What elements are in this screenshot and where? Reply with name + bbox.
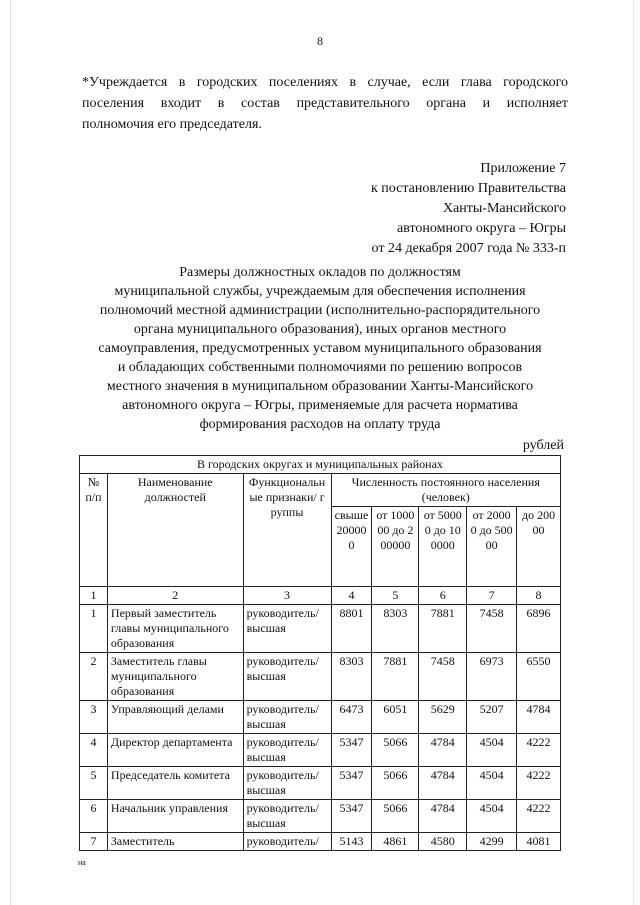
table-numbering-row bbox=[80, 587, 561, 605]
row-value: 4299 bbox=[467, 833, 517, 851]
row-func: руководитель/ высшая bbox=[243, 701, 331, 734]
row-name: Управляющий делами bbox=[107, 701, 243, 734]
row-func: руководитель/ bbox=[243, 833, 331, 851]
subcol-header: от 20000 до 50000 bbox=[467, 507, 517, 587]
row-value: 4081 bbox=[517, 833, 561, 851]
row-value: 5629 bbox=[419, 701, 467, 734]
row-value: 8801 bbox=[331, 605, 372, 653]
row-no: 3 bbox=[80, 701, 108, 734]
row-value: 4784 bbox=[517, 701, 561, 734]
subcol-header: от 50000 до 100000 bbox=[419, 507, 467, 587]
scan-edge-left bbox=[10, 0, 11, 905]
col-number: 8 bbox=[517, 587, 561, 605]
col-number: 4 bbox=[331, 587, 372, 605]
row-value: 8303 bbox=[331, 653, 372, 701]
table-row bbox=[80, 833, 561, 851]
row-value: 4222 bbox=[517, 767, 561, 800]
col-number: 6 bbox=[419, 587, 467, 605]
row-value: 7458 bbox=[419, 653, 467, 701]
appendix-line: Приложение 7 bbox=[480, 161, 566, 176]
col-number: 7 bbox=[467, 587, 517, 605]
table-row bbox=[80, 767, 561, 800]
scan-edge-right bbox=[633, 0, 634, 905]
footnote bbox=[82, 72, 568, 135]
row-no: 5 bbox=[80, 767, 108, 800]
row-value: 4580 bbox=[419, 833, 467, 851]
row-value: 4504 bbox=[467, 767, 517, 800]
row-value: 5066 bbox=[372, 767, 419, 800]
row-value: 5207 bbox=[467, 701, 517, 734]
row-no: 4 bbox=[80, 734, 108, 767]
col-header-func: Функциональные признаки/ группы bbox=[243, 474, 331, 587]
col-number: 5 bbox=[372, 587, 419, 605]
table-row bbox=[80, 701, 561, 734]
page-number: 8 bbox=[317, 34, 323, 48]
appendix-line: к постановлению Правительства bbox=[370, 181, 566, 196]
appendix-line: от 24 декабря 2007 года № 333-п bbox=[371, 241, 566, 256]
row-value: 4861 bbox=[372, 833, 419, 851]
row-no: 7 bbox=[80, 833, 108, 851]
row-value: 4784 bbox=[419, 800, 467, 833]
appendix-header bbox=[371, 159, 566, 259]
table-header-row bbox=[80, 474, 561, 507]
row-value: 5347 bbox=[331, 767, 372, 800]
row-value: 5347 bbox=[331, 734, 372, 767]
row-value: 6550 bbox=[517, 653, 561, 701]
title-line: органа муниципального образования), иных органов местного bbox=[133, 322, 507, 337]
col-number: 3 bbox=[243, 587, 331, 605]
row-value: 4222 bbox=[517, 800, 561, 833]
col-header-name: Наименование должностей bbox=[107, 474, 243, 587]
row-value: 5066 bbox=[372, 800, 419, 833]
title-line: формирования расходов на оплату труда bbox=[199, 417, 441, 432]
row-name: Заместитель bbox=[107, 833, 243, 851]
row-func: руководитель/ высшая bbox=[243, 605, 331, 653]
footnote-line: полномочия его председателя. bbox=[82, 117, 262, 132]
title-line: Размеры должностных окладов по должностям bbox=[179, 265, 461, 280]
row-value: 4504 bbox=[467, 800, 517, 833]
row-value: 7881 bbox=[419, 605, 467, 653]
table-row bbox=[80, 653, 561, 701]
col-number: 2 bbox=[107, 587, 243, 605]
row-no: 2 bbox=[80, 653, 108, 701]
row-value: 7881 bbox=[372, 653, 419, 701]
subcol-header: свыше 200000 bbox=[331, 507, 372, 587]
row-name: Председатель комитета bbox=[107, 767, 243, 800]
row-func: руководитель/ высшая bbox=[243, 767, 331, 800]
footnote-line: *Учреждается в городских поселениях в случае, если глава городского bbox=[82, 75, 568, 90]
row-value: 7458 bbox=[467, 605, 517, 653]
salary-table bbox=[79, 455, 561, 851]
title-line: автономного округа – Югры, применяемые для расчета норматива bbox=[122, 398, 518, 413]
row-func: руководитель/ высшая bbox=[243, 800, 331, 833]
subcol-header: до 20000 bbox=[517, 507, 561, 587]
table-row bbox=[80, 734, 561, 767]
title-line: и обладающих собственными полномочиями по решению вопросов bbox=[117, 360, 523, 375]
appendix-line: Ханты-Мансийского bbox=[442, 201, 566, 216]
row-name: Начальник управления bbox=[107, 800, 243, 833]
row-func: руководитель/ высшая bbox=[243, 653, 331, 701]
row-value: 5347 bbox=[331, 800, 372, 833]
currency-unit: рублей bbox=[522, 438, 564, 453]
row-name: Заместитель главы муниципального образования bbox=[107, 653, 243, 701]
footnote-line: поселения входит в состав представительного органа и исполняет bbox=[82, 96, 568, 111]
title-line: самоуправления, предусмотренных уставом муниципального образования bbox=[98, 341, 542, 356]
row-name: Директор департамента bbox=[107, 734, 243, 767]
row-value: 4504 bbox=[467, 734, 517, 767]
col-number: 1 bbox=[80, 587, 108, 605]
row-no: 6 bbox=[80, 800, 108, 833]
row-name: Первый заместитель главы муниципального образования bbox=[107, 605, 243, 653]
row-value: 6896 bbox=[517, 605, 561, 653]
subcol-header: от 100000 до 200000 bbox=[372, 507, 419, 587]
title-line: местного значения в муниципальном образовании Ханты-Мансийского bbox=[106, 379, 534, 394]
row-value: 5143 bbox=[331, 833, 372, 851]
row-value: 6973 bbox=[467, 653, 517, 701]
scan-mark: на bbox=[78, 858, 86, 867]
appendix-line: автономного округа – Югры bbox=[397, 221, 566, 236]
col-header-population: Численность постоянного населения (человек) bbox=[331, 474, 560, 507]
row-value: 4784 bbox=[419, 734, 467, 767]
table-row bbox=[80, 800, 561, 833]
group-header: В городских округах и муниципальных районах bbox=[80, 456, 561, 474]
row-value: 4784 bbox=[419, 767, 467, 800]
row-no: 1 bbox=[80, 605, 108, 653]
title-line: муниципальной службы, учреждаемым для обеспечения исполнения bbox=[114, 284, 526, 299]
table-group-header-row bbox=[80, 456, 561, 474]
row-func: руководитель/ высшая bbox=[243, 734, 331, 767]
row-value: 5066 bbox=[372, 734, 419, 767]
row-value: 6051 bbox=[372, 701, 419, 734]
row-value: 6473 bbox=[331, 701, 372, 734]
table-row bbox=[80, 605, 561, 653]
row-value: 8303 bbox=[372, 605, 419, 653]
row-value: 4222 bbox=[517, 734, 561, 767]
col-header-no: № п/п bbox=[80, 474, 108, 587]
title-line: полномочий местной администрации (исполнительно-распорядительного bbox=[99, 303, 541, 318]
document-title bbox=[60, 263, 580, 434]
